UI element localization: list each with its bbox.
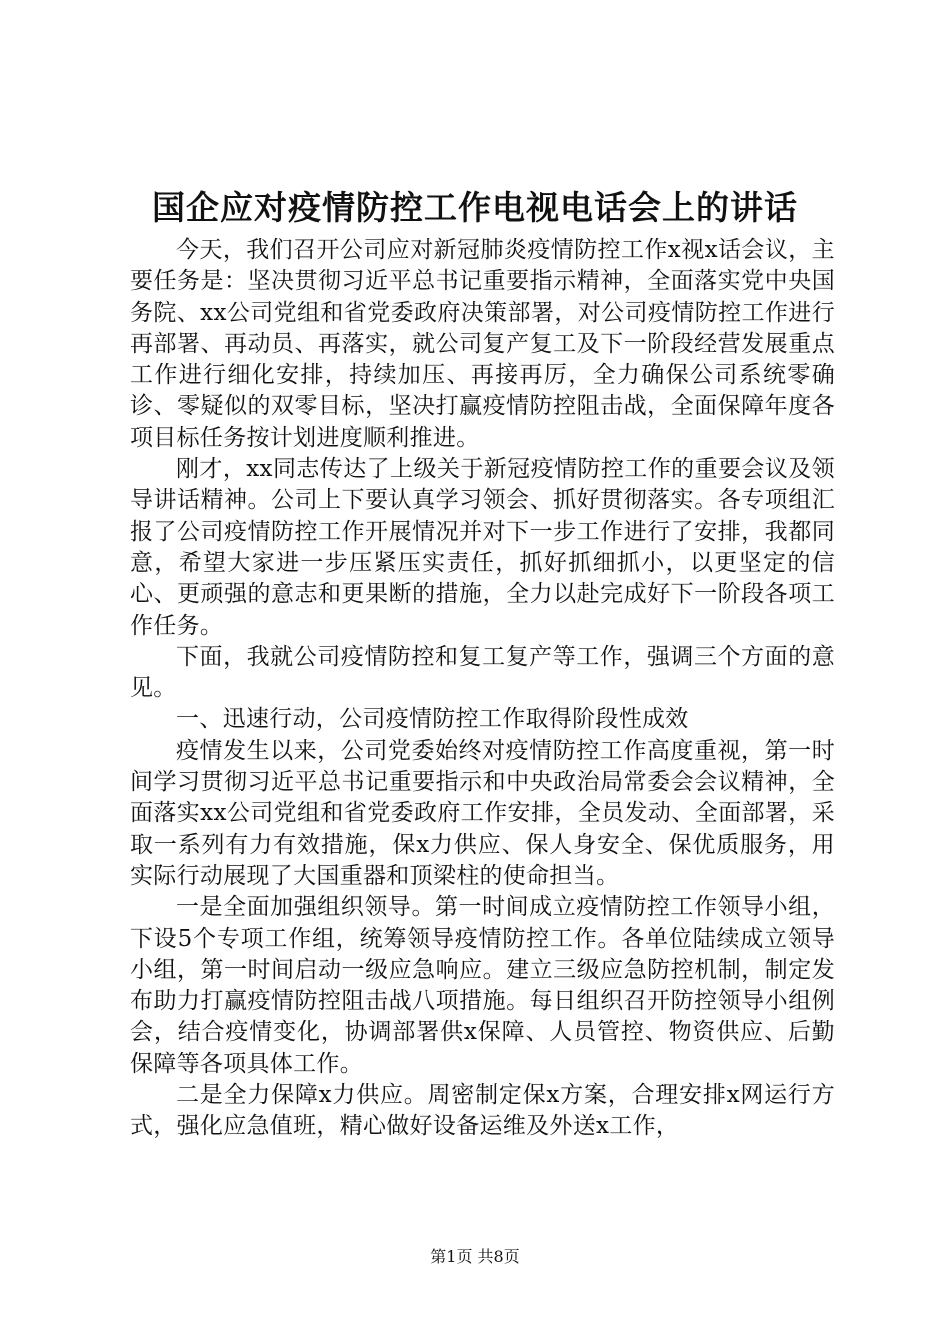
paragraph: 下面，我就公司疫情防控和复工复产等工作，强调三个方面的意见。 (130, 643, 835, 702)
paragraph: 今天，我们召开公司应对新冠肺炎疫情防控工作x视x话会议，主要任务是：坚决贯彻习近平总书记重要指示精神，全面落实党中央国务院、xx公司党组和省党委政府决策部署，对公司疫情防控工作进行再部署、再动员、再落实，就公司复产复工及下一阶段经营发展重点工作进行细化安排，持续加压、再接再厉，全力确保公司系统零确诊、零疑似的双零目标，坚决打赢疫情防控阻击战，全面保障年度各项目标任务按计划进度顺利推进。 (130, 237, 835, 451)
document-body (130, 235, 835, 1143)
paragraph: 二是全力保障x力供应。周密制定保x方案，合理安排x网运行方式，强化应急值班，精心做好设备运维及外送x工作， (130, 1082, 835, 1140)
paragraph: 刚才，xx同志传达了上级关于新冠疫情防控工作的重要会议及领导讲话精神。公司上下要认真学习领会、抓好贯彻落实。各专项组汇报了公司疫情防控工作开展情况并对下一步工作进行了安排，我都同意，希望大家进一步压紧压实责任，抓好抓细抓小，以更坚定的信心、更顽强的意志和更果断的措施，全力以赴完成好下一阶段各项工作任务。 (130, 456, 835, 639)
document-title: 国企应对疫情防控工作电视电话会上的讲话 (152, 188, 798, 227)
page-footer: 第1页 共8页 (430, 1247, 520, 1266)
section-heading: 一、迅速行动，公司疫情防控工作取得阶段性成效 (176, 706, 689, 733)
paragraph: 一是全面加强组织领导。第一时间成立疫情防控工作领导小组，下设5个专项工作组，统筹领导疫情防控工作。各单位陆续成立领导小组，第一时间启动一级应急响应。建立三级应急防控机制，制定发布助力打赢疫情防控阻击战八项措施。每日组织召开防控领导小组例会，结合疫情变化，协调部署供x保障、人员管控、物资供应、后勤保障等各项具体工作。 (130, 894, 835, 1077)
paragraph: 疫情发生以来，公司党委始终对疫情防控工作高度重视，第一时间学习贯彻习近平总书记重要指示和中央政治局常委会会议精神，全面落实xx公司党组和省党委政府工作安排，全员发动、全面部署，采取一系列有力有效措施，保x力供应、保人身安全、保优质服务，用实际行动展现了大国重器和顶梁柱的使命担当。 (130, 737, 835, 889)
